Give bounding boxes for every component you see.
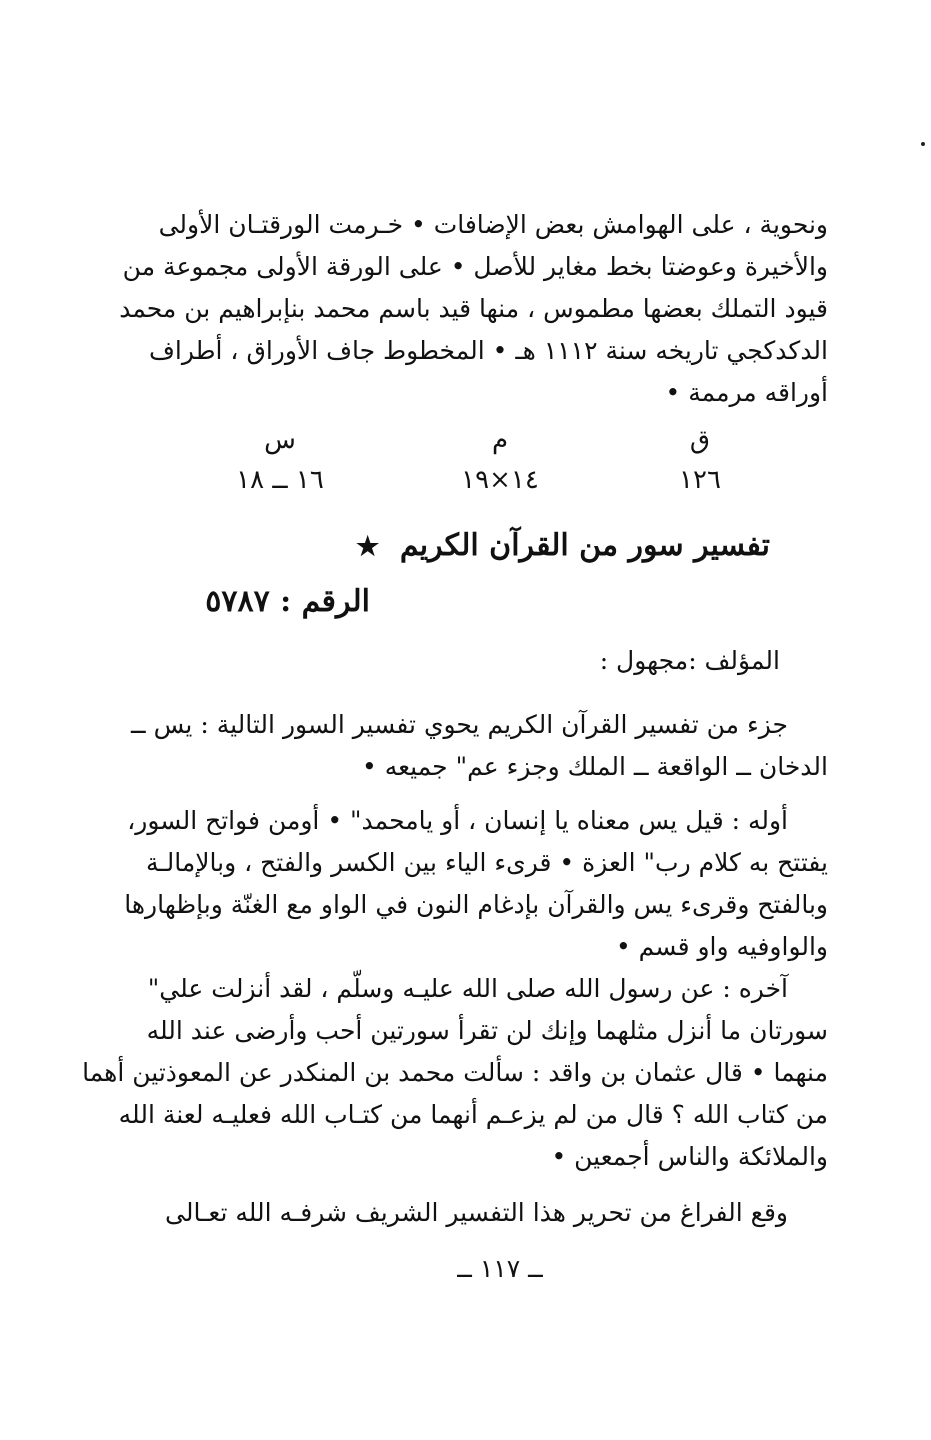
text-line: آخره : عن رسول الله صلى الله عليـه وسلّم ، لقد أنزلت علي" <box>147 974 788 1003</box>
text-line: يفتتح به كلام رب" العزة • قرىء الياء بين الكسر والفتح ، وبالإمالـة <box>145 848 828 877</box>
entry-title-text: تفسير سور من القرآن الكريم <box>399 528 770 563</box>
text-line: سورتان ما أنزل مثلهما وإنك لن تقرأ سورتين أحب وأرضى عند الله <box>146 1016 828 1045</box>
intro-paragraph <box>119 204 828 414</box>
text-line: والأخيرة وعوضتا بخط مغاير للأصل • على الورقة الأولى مجموعة من <box>122 252 828 281</box>
text-line: الدكدكجي تاريخه سنة ١١١٢ هـ • المخطوط جاف الأوراق ، أطراف <box>148 336 828 365</box>
text-line: منهما • قال عثمان بن واقد : سألت محمد بن المنكدر عن المعوذتين أهما <box>82 1058 828 1087</box>
margin-mark <box>921 142 925 146</box>
stat-measure <box>430 420 570 500</box>
description-paragraph <box>130 704 828 788</box>
text-line: من كتاب الله ؟ قال من لم يزعـم أنهما من كتـاب الله فعليـه لعنة الله <box>118 1100 828 1129</box>
stat-label: م <box>491 425 509 455</box>
stat-value: ١٢٦ <box>679 465 721 495</box>
entry-title <box>300 528 770 563</box>
text-line: جزء من تفسير القرآن الكريم يحوي تفسير السور التالية : يس ــ <box>130 710 788 739</box>
stat-label: س <box>264 425 296 455</box>
text-line: أوله : قيل يس معناه يا إنسان ، أو يامحمد" • أومن فواتح السور، <box>127 806 788 835</box>
stat-value: ١٦ ــ ١٨ <box>236 465 324 495</box>
entry-number: الرقم : ٥٧٨٧ <box>205 584 370 619</box>
text-line: والملائكة والناس أجمعين • <box>551 1142 828 1171</box>
incipit-paragraph <box>124 800 828 968</box>
stat-lines <box>210 420 350 500</box>
text-line: وبالفتح وقرىء يس والقرآن بإدغام النون في الواو مع الغنّة وبإظهارها <box>124 890 828 919</box>
page-number: ــ ١١٧ ــ <box>457 1254 543 1283</box>
stat-label: ق <box>689 425 711 455</box>
stat-folios <box>630 420 770 500</box>
colophon-paragraph <box>165 1192 828 1234</box>
text-line: وقع الفراغ من تحرير هذا التفسير الشريف شرفـه الله تعـالى <box>165 1198 788 1227</box>
explicit-paragraph <box>82 968 828 1178</box>
text-line: ونحوية ، على الهوامش بعض الإضافات • خـرمت الورقتـان الأولى <box>158 210 828 239</box>
stat-value: ١٤×١٩ <box>461 465 539 495</box>
text-line: الدخان ــ الواقعة ــ الملك وجزء عم" جميعه • <box>362 752 828 781</box>
entry-author: المؤلف :مجهول : <box>599 646 780 675</box>
text-line: والواوفيه واو قسم • <box>615 932 828 961</box>
text-line: قيود التملك بعضها مطموس ، منها قيد باسم محمد بنإبراهيم بن محمد <box>119 294 828 323</box>
text-line: أوراقه مرممة • <box>665 378 828 407</box>
star-icon: ★ <box>356 532 380 562</box>
